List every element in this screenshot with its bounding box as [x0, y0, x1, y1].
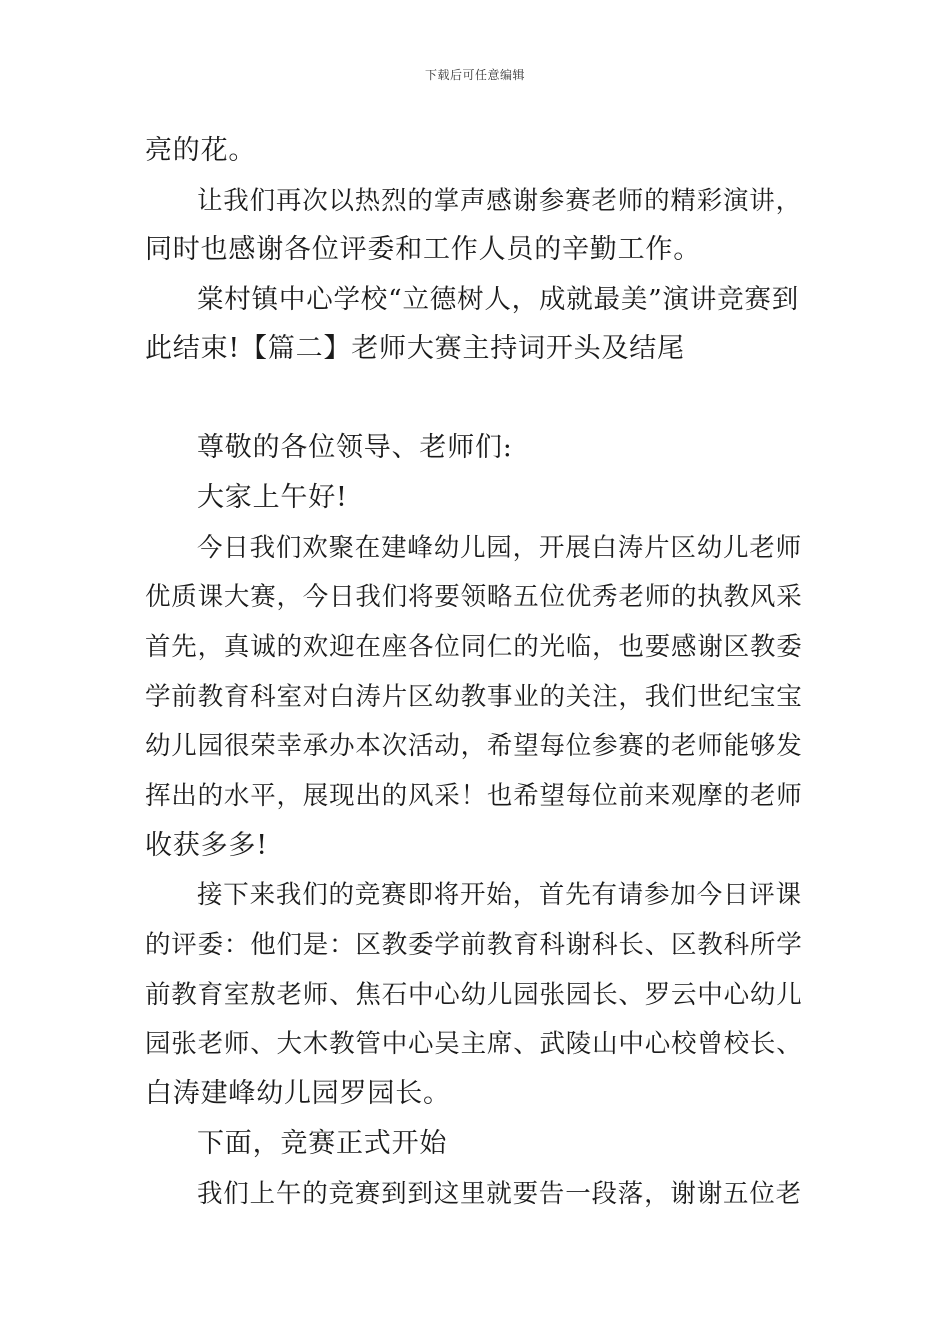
text-line: 前教育室敖老师、焦石中心幼儿园张园长、罗云中心幼儿 — [145, 980, 803, 1010]
text-line: 幼儿园很荣幸承办本次活动，希望每位参赛的老师能够发 — [145, 731, 803, 761]
text-line: 今日我们欢聚在建峰幼儿园，开展白涛片区幼儿老师 — [197, 533, 802, 563]
text-line: 白涛建峰幼儿园罗园长。 — [145, 1078, 451, 1109]
text-line: 挥出的水平，展现出的风采！也希望每位前来观摩的老师 — [145, 781, 803, 811]
text-line: 让我们再次以热烈的掌声感谢参赛老师的精彩演讲， — [197, 186, 802, 216]
text-line: 收获多多! — [145, 830, 268, 861]
text-line: 接下来我们的竞赛即将开始，首先有请参加今日评课 — [197, 880, 802, 910]
text-line: 此结束!【篇二】老师大赛主持词开头及结尾 — [145, 333, 685, 364]
text-line: 优质课大赛，今日我们将要领略五位优秀老师的执教风采 — [145, 582, 803, 612]
text-line: 下面，竞赛正式开始 — [197, 1128, 448, 1159]
text-line: 亮的花。 — [145, 135, 257, 166]
text-line: 大家上午好! — [197, 482, 348, 513]
text-line: 园张老师、大木教管中心吴主席、武陵山中心校曾校长、 — [145, 1029, 803, 1059]
text-line: 尊敬的各位领导、老师们: — [197, 432, 513, 463]
page-header: 下载后可任意编辑 — [424, 68, 525, 82]
text-line: 首先，真诚的欢迎在座各位同仁的光临，也要感谢区教委 — [145, 632, 803, 662]
text-line: 学前教育科室对白涛片区幼教事业的关注，我们世纪宝宝 — [145, 682, 803, 712]
text-line: 棠村镇中心学校“立德树人，成就最美”演讲竞赛到 — [197, 284, 799, 315]
text-line: 同时也感谢各位评委和工作人员的辛勤工作。 — [145, 234, 701, 265]
text-line: 我们上午的竞赛到到这里就要告一段落，谢谢五位老 — [197, 1179, 802, 1209]
text-line: 的评委：他们是：区教委学前教育科谢科长、区教科所学 — [145, 930, 803, 960]
